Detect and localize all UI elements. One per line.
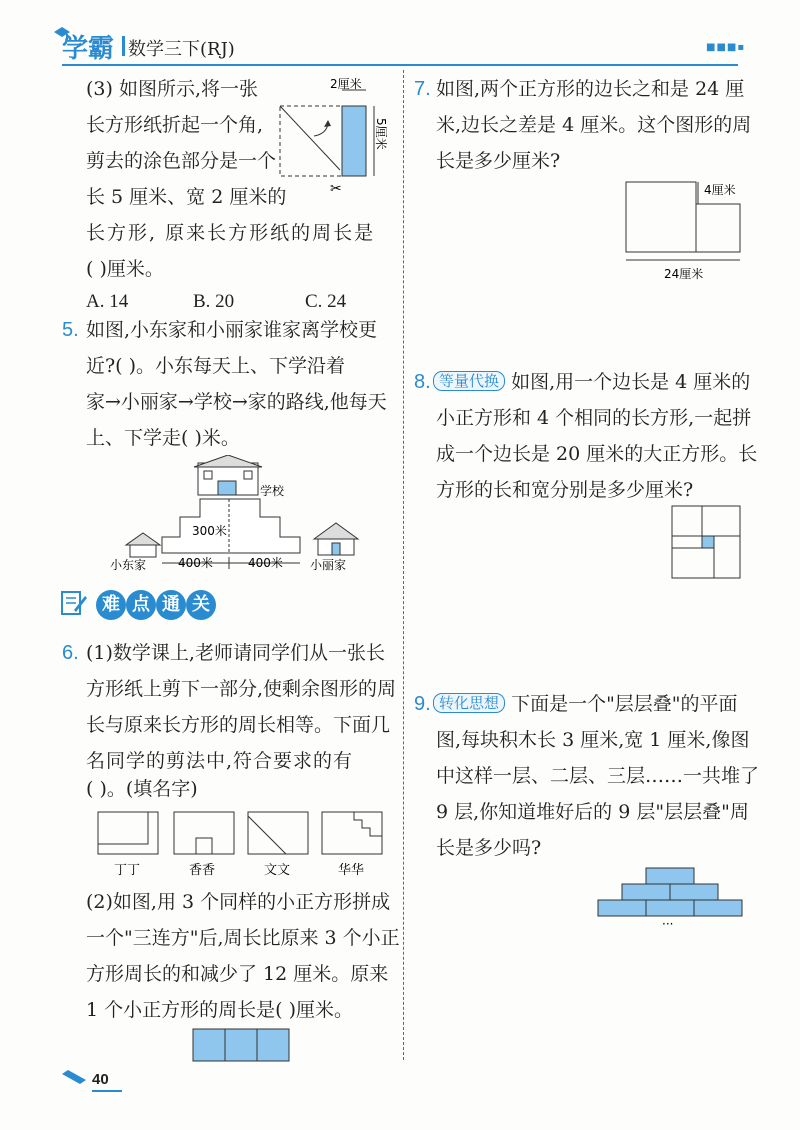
name-wenwen: 文文 bbox=[264, 863, 291, 878]
pencil-notebook-icon bbox=[60, 588, 88, 616]
stepped-hill bbox=[162, 499, 300, 553]
folded-paper-figure bbox=[274, 76, 394, 198]
q8-line-2: 小正方形和 4 个相同的长方形,一起拼 bbox=[436, 407, 752, 429]
xiaodong-house-icon bbox=[126, 533, 160, 557]
q9-number: 9. bbox=[414, 693, 431, 715]
q7-number: 7. bbox=[414, 78, 431, 100]
q8-line-1: 如图,用一个边长是 4 厘米的 bbox=[511, 371, 751, 393]
q4-line-6: ( )厘米。 bbox=[86, 258, 164, 280]
cutting-methods-figure bbox=[96, 808, 388, 878]
q6-p1-line-5: ( )。(填名字) bbox=[86, 778, 198, 800]
name-xiangxiang: 香香 bbox=[189, 863, 216, 878]
cut-dingding bbox=[98, 812, 158, 854]
left-distance-label: 400米 bbox=[178, 556, 213, 570]
height-label: 5厘米 bbox=[374, 118, 388, 150]
column-divider bbox=[403, 70, 404, 1060]
q7-line-2: 米,边长之差是 4 厘米。这个图形的周 bbox=[436, 114, 752, 136]
section-char-3: 通 bbox=[156, 590, 186, 620]
block-row-2-b bbox=[670, 884, 718, 900]
small-square bbox=[696, 204, 740, 252]
q6-p1-line-4: 名同学的剪法中,符合要求的有 bbox=[86, 750, 354, 772]
page-header bbox=[0, 0, 800, 66]
option-c[interactable]: C. 24 bbox=[305, 291, 347, 312]
school-label: 学校 bbox=[260, 484, 285, 498]
q9-line-5: 长是多少吗? bbox=[436, 837, 542, 859]
xiaoli-label: 小丽家 bbox=[310, 558, 347, 572]
school-route-figure bbox=[110, 455, 380, 580]
q9-line-2: 图,每块积木长 3 厘米,宽 1 厘米,像图 bbox=[436, 729, 750, 751]
brand-logo: 学霸 bbox=[62, 34, 115, 64]
q9-line-4: 9 层,你知道堆好后的 9 层"层层叠"周 bbox=[436, 801, 749, 823]
q5-line-1: 如图,小东家和小丽家谁家离学校更 bbox=[86, 319, 378, 341]
width-label: 2厘米 bbox=[330, 77, 362, 91]
footer-rule bbox=[92, 1090, 122, 1092]
section-char-1: 难 bbox=[96, 590, 126, 620]
fold-line bbox=[280, 106, 340, 170]
section-char-4: 关 bbox=[186, 590, 216, 620]
q9-tag-line bbox=[433, 692, 738, 716]
option-b[interactable]: B. 20 bbox=[193, 291, 235, 312]
square-puzzle-figure bbox=[670, 504, 744, 582]
height-label: 300米 bbox=[192, 524, 227, 538]
q6-p1-line-1: (1)数学课上,老师请同学们从一张长 bbox=[86, 642, 385, 664]
q6-p2-line-2: 一个"三连方"后,周长比原来 3 个小正 bbox=[86, 927, 400, 949]
small-center-square bbox=[702, 536, 714, 548]
two-squares-figure bbox=[620, 178, 742, 286]
three-squares-figure bbox=[192, 1028, 292, 1064]
q4-line-5: 长方形, 原来长方形纸的周长是 bbox=[86, 222, 376, 244]
q9-tag: 转化思想 bbox=[433, 693, 505, 713]
block-row-3-b bbox=[646, 900, 694, 916]
block-row-3-a bbox=[598, 900, 646, 916]
school-building-icon bbox=[194, 455, 262, 495]
q4-line-2: 长方形纸折起一个角, bbox=[86, 114, 264, 136]
xiaodong-label: 小东家 bbox=[110, 558, 147, 572]
q5-line-3: 家→小丽家→学校→家的路线,他每天 bbox=[86, 391, 387, 413]
name-dingding: 丁丁 bbox=[114, 863, 141, 878]
q8-line-4: 方形的长和宽分别是多少厘米? bbox=[436, 479, 694, 501]
sum-label: 24厘米 bbox=[664, 267, 704, 281]
cut-xiangxiang bbox=[174, 812, 234, 854]
section-char-2: 点 bbox=[126, 590, 156, 620]
block-row-3-c bbox=[694, 900, 742, 916]
q4-line-3: 剪去的涂色部分是一个 bbox=[86, 150, 277, 172]
page-number: 40 bbox=[92, 1071, 109, 1088]
large-square bbox=[626, 182, 696, 252]
header-rule bbox=[62, 64, 738, 66]
square-1 bbox=[193, 1029, 225, 1061]
q6-p2-line-3: 方形周长的和减少了 12 厘米。原来 bbox=[86, 963, 389, 985]
logo-divider bbox=[122, 36, 125, 56]
right-distance-label: 400米 bbox=[248, 556, 283, 570]
q9-line-3: 中这样一层、二层、三层……一共堆了 bbox=[436, 765, 760, 787]
q7-line-1: 如图,两个正方形的边长之和是 24 厘 bbox=[436, 78, 745, 100]
option-a[interactable]: A. 14 bbox=[86, 291, 129, 312]
q7-line-3: 长是多少厘米? bbox=[436, 150, 561, 172]
q4-line-1: (3) 如图所示,将一张 bbox=[86, 78, 258, 100]
shaded-rectangle bbox=[342, 106, 366, 176]
q6-number: 6. bbox=[62, 642, 79, 664]
q8-line-3: 成一个边长是 20 厘米的大正方形。长 bbox=[436, 443, 758, 465]
q5-line-4: 上、下学走( )米。 bbox=[86, 427, 240, 449]
q5-line-2: 近?( )。小东每天上、下学沿着 bbox=[86, 355, 346, 377]
arrow-head bbox=[324, 120, 331, 127]
book-title: 数学三下(RJ) bbox=[128, 39, 235, 60]
q6-p1-line-3: 长与原来长方形的周长相等。下面几 bbox=[86, 714, 391, 736]
stacked-blocks-figure bbox=[596, 866, 746, 932]
scissors-icon: ✂ bbox=[330, 181, 342, 197]
q6-p2-line-1: (2)如图,用 3 个同样的小正方形拼成 bbox=[86, 891, 391, 913]
q5-number: 5. bbox=[62, 319, 79, 341]
q4-line-4: 长 5 厘米、宽 2 厘米的 bbox=[86, 186, 287, 208]
cut-huahua bbox=[322, 812, 382, 854]
block-row-1 bbox=[646, 868, 694, 884]
q6-p1-line-2: 方形纸上剪下一部分,使剩余图形的周 bbox=[86, 678, 397, 700]
block-row-2-a bbox=[622, 884, 670, 900]
square-3 bbox=[257, 1029, 289, 1061]
continuation-ellipsis: ··· bbox=[662, 917, 674, 931]
cut-wenwen bbox=[248, 812, 308, 854]
square-2 bbox=[225, 1029, 257, 1061]
q9-line-1: 下面是一个"层层叠"的平面 bbox=[511, 693, 738, 715]
header-dots: ■■■▪ bbox=[706, 42, 746, 53]
q8-tag-line bbox=[433, 370, 750, 394]
name-huahua: 华华 bbox=[338, 863, 365, 878]
q6-p2-line-4: 1 个小正方形的周长是( )厘米。 bbox=[86, 999, 353, 1021]
q8-tag: 等量代换 bbox=[433, 371, 505, 391]
pencil-icon bbox=[60, 1068, 90, 1088]
q8-number: 8. bbox=[414, 371, 431, 393]
diff-label: 4厘米 bbox=[704, 183, 736, 197]
xiaoli-house-icon bbox=[314, 523, 358, 555]
